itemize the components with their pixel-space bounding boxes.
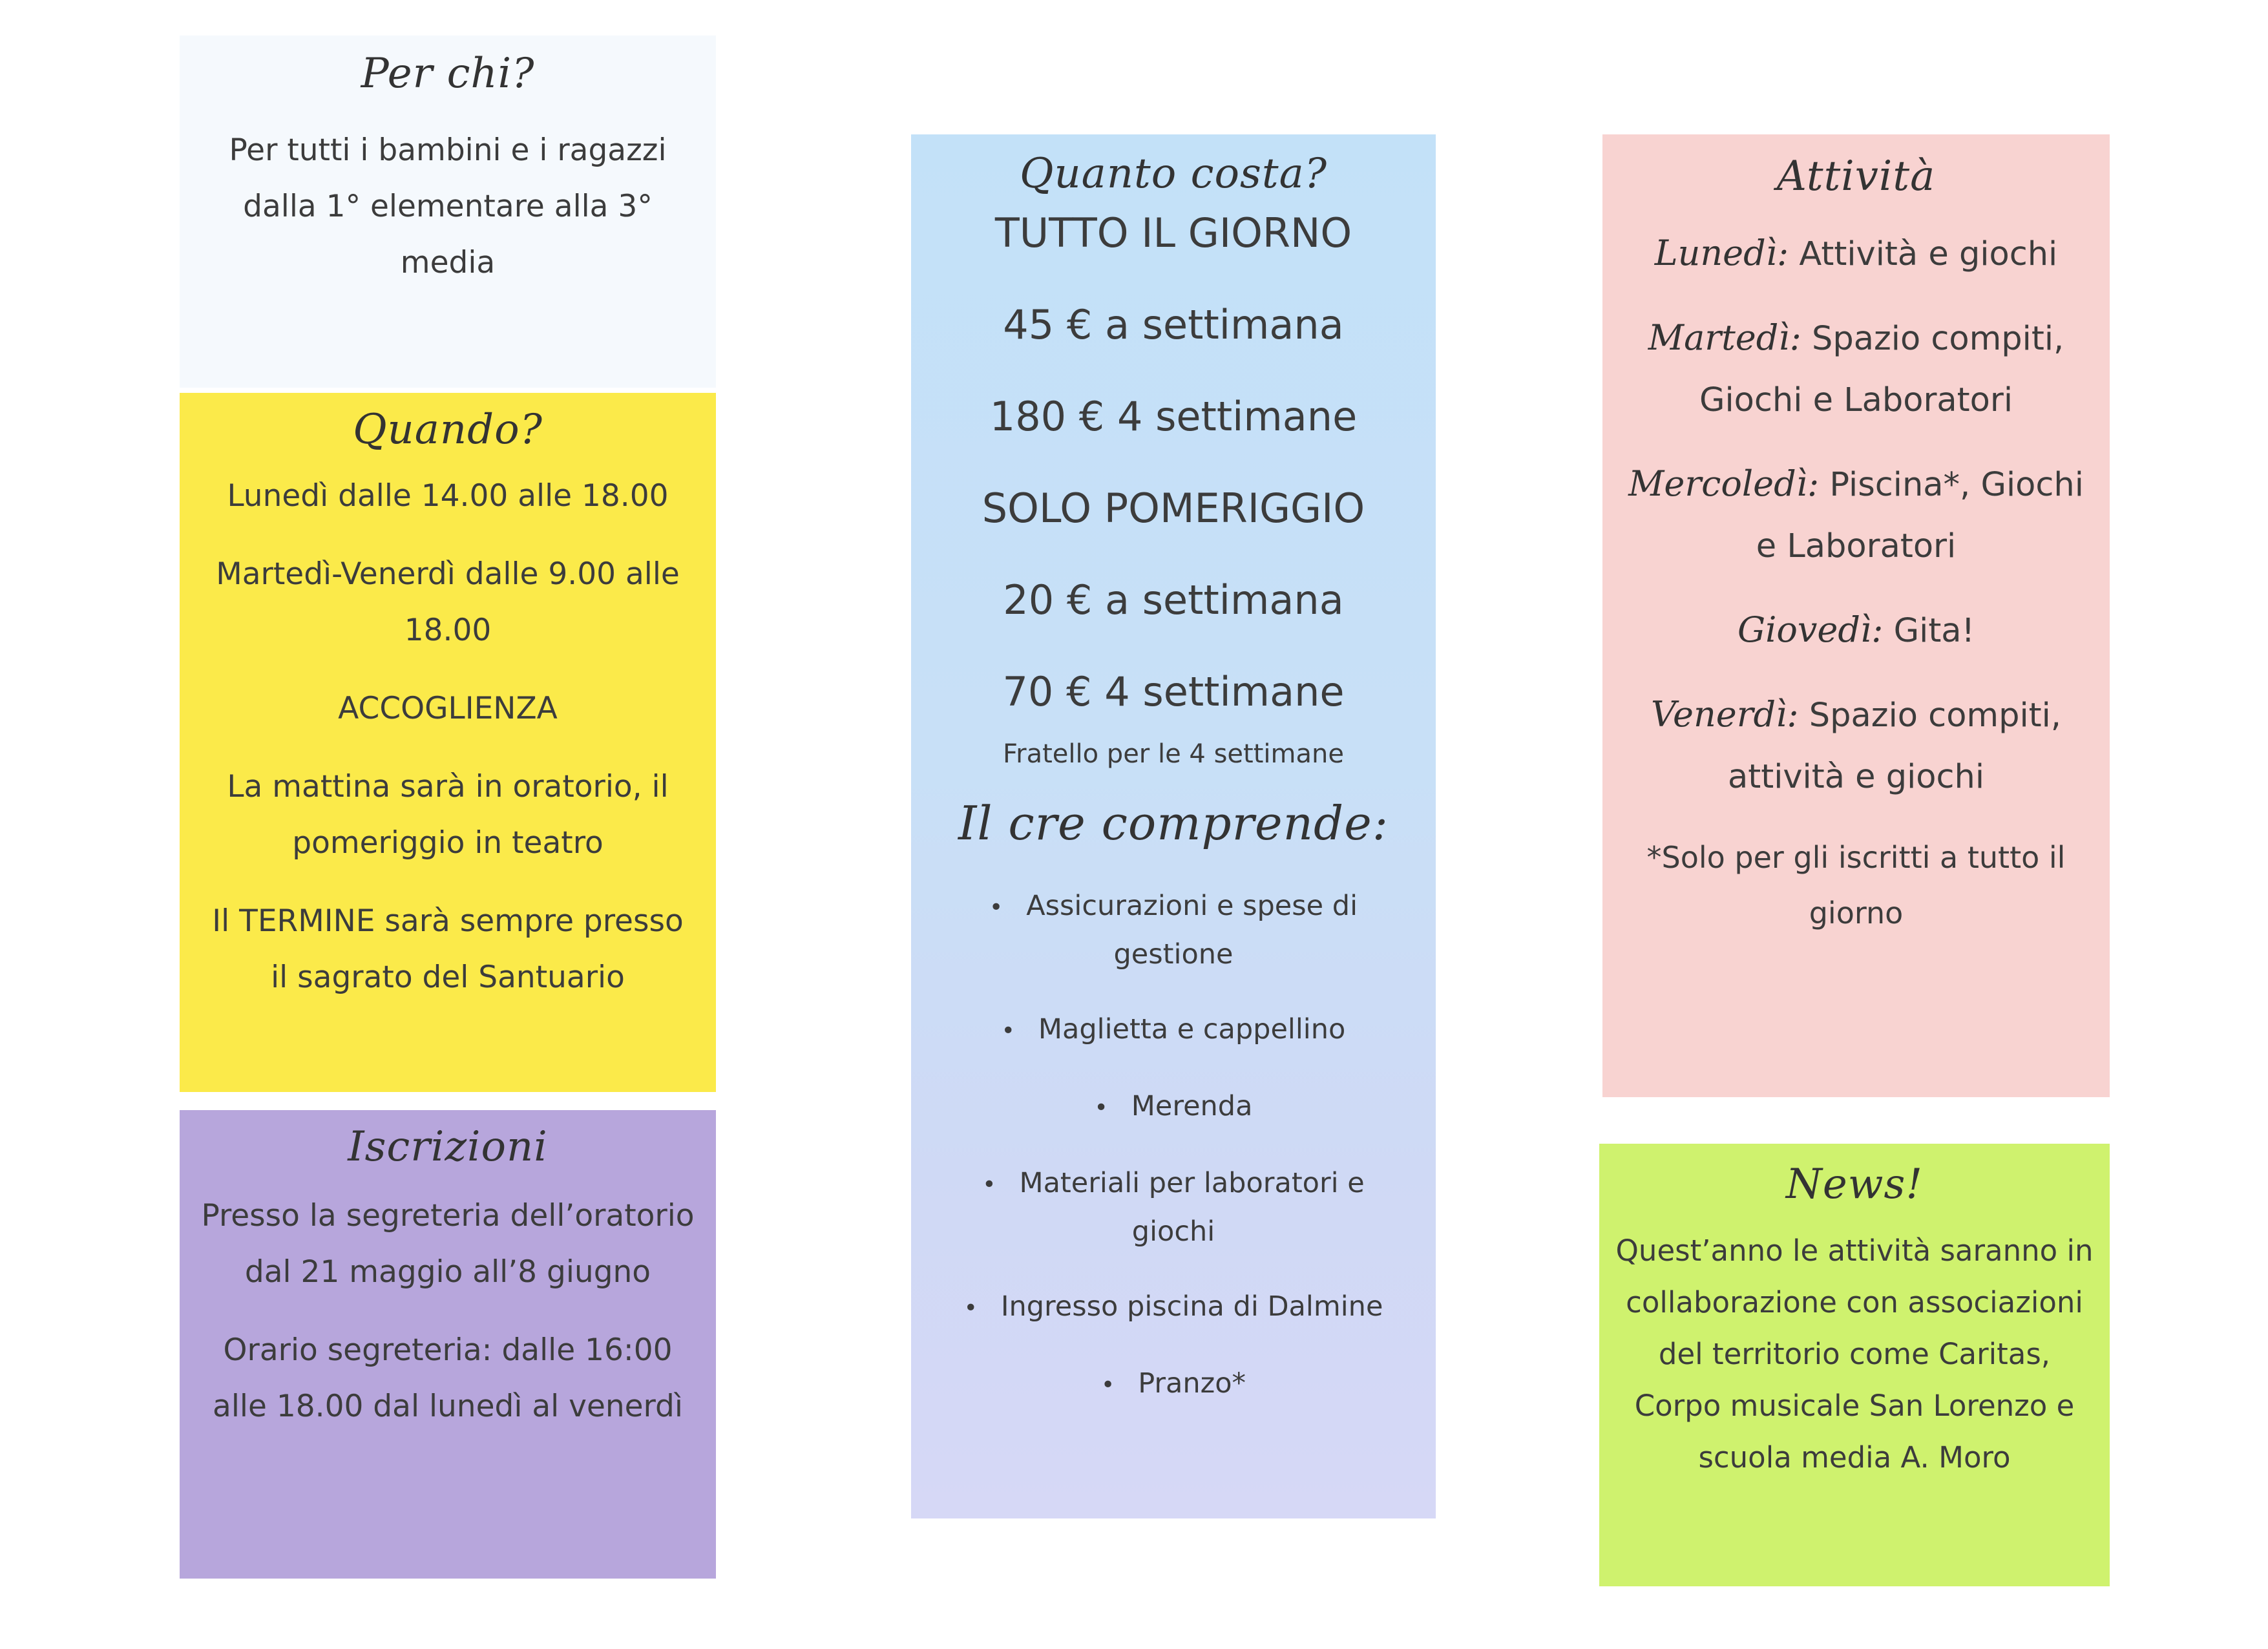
quanto-costa-panel: [911, 134, 1436, 1518]
day-label: Mercoledì:: [1628, 463, 1820, 504]
activity-row: [1618, 222, 2094, 285]
bullet-icon: •: [1094, 1095, 1108, 1121]
per-chi-title: Per chi?: [361, 50, 535, 98]
day-label: Lunedì:: [1654, 233, 1789, 273]
list-item: [937, 1360, 1410, 1409]
quando-title: Quando?: [353, 406, 543, 454]
afternoon-label: SOLO POMERIGGIO: [982, 485, 1365, 532]
includes-list: [911, 883, 1436, 1409]
bullet-icon: •: [982, 1171, 996, 1198]
activity-text: Spazio compiti, attività e giochi: [1727, 697, 2061, 796]
list-item: [937, 1283, 1410, 1332]
activity-row: [1618, 599, 2094, 662]
include-label: Materiali per laboratori e giochi: [1019, 1167, 1365, 1248]
bullet-icon: •: [963, 1295, 978, 1321]
attivita-panel: [1602, 134, 2110, 1097]
activity-row: [1618, 307, 2094, 431]
day-label: Venerdì:: [1651, 694, 1799, 735]
news-text: Quest’anno le attività saranno in collaborazione con associazioni del territorio come Caritas, Corpo musicale San Lorenzo e scuola media A. Moro: [1615, 1234, 2094, 1475]
news-title: News!: [1785, 1161, 1924, 1208]
includes-title: Il cre comprende:: [958, 796, 1389, 850]
day-label: Martedì:: [1648, 317, 1801, 358]
afternoon-4weeks-price: 70 € 4 settimane: [1002, 668, 1345, 715]
iscrizioni-panel: [180, 1110, 716, 1579]
list-item: [937, 1006, 1410, 1055]
quando-line: La mattina sarà in oratorio, il pomeriggio in teatro: [227, 769, 669, 861]
iscrizioni-title: Iscrizioni: [348, 1123, 548, 1171]
quando-line: Il TERMINE sarà sempre presso il sagrato del Santuario: [212, 903, 684, 995]
quanto-costa-title: Quanto costa?: [1019, 150, 1328, 198]
activity-row: [1618, 453, 2094, 577]
afternoon-week-price: 20 € a settimana: [1003, 576, 1344, 624]
full-day-4weeks-price: 180 € 4 settimane: [989, 393, 1358, 440]
quando-panel: [180, 393, 716, 1092]
quando-line: ACCOGLIENZA: [338, 691, 558, 726]
include-label: Assicurazioni e spese di gestione: [1026, 890, 1358, 971]
include-label: Ingresso piscina di Dalmine: [1000, 1290, 1383, 1323]
bullet-icon: •: [989, 894, 1003, 921]
per-chi-text: Per tutti i bambini e i ragazzi dalla 1° elementare alla 3° media: [229, 132, 667, 280]
bullet-icon: •: [1001, 1018, 1015, 1044]
activity-text: Gita!: [1893, 612, 1975, 650]
day-label: Giovedì:: [1737, 609, 1884, 650]
include-label: Merenda: [1131, 1090, 1253, 1122]
iscrizioni-line: Presso la segreteria dell’oratorio dal 21 maggio all’8 giugno: [201, 1198, 695, 1290]
include-label: Pranzo*: [1138, 1367, 1246, 1400]
quando-line: Martedì-Venerdì dalle 9.00 alle 18.00: [216, 556, 680, 648]
activity-text: Attività e giochi: [1799, 235, 2058, 273]
list-item: [937, 1083, 1410, 1131]
per-chi-panel: [180, 36, 716, 388]
attivita-title: Attività: [1776, 152, 1936, 200]
activity-text: Piscina*, Giochi e Laboratori: [1756, 466, 2084, 565]
iscrizioni-line: Orario segreteria: dalle 16:00 alle 18.00 dal lunedì al venerdì: [213, 1332, 683, 1424]
include-label: Maglietta e cappellino: [1038, 1013, 1346, 1045]
activity-row: [1618, 684, 2094, 808]
bullet-icon: •: [1100, 1372, 1115, 1398]
activity-text: Spazio compiti, Giochi e Laboratori: [1699, 320, 2064, 419]
quando-line: Lunedì dalle 14.00 alle 18.00: [227, 478, 669, 514]
full-day-label: TUTTO IL GIORNO: [994, 209, 1352, 257]
sibling-note: Fratello per le 4 settimane: [1003, 739, 1344, 769]
activity-footnote: *Solo per gli iscritti a tutto il giorno: [1646, 840, 2066, 930]
list-item: [937, 883, 1410, 978]
news-panel: [1599, 1144, 2110, 1586]
list-item: [937, 1160, 1410, 1255]
full-day-week-price: 45 € a settimana: [1003, 301, 1344, 348]
